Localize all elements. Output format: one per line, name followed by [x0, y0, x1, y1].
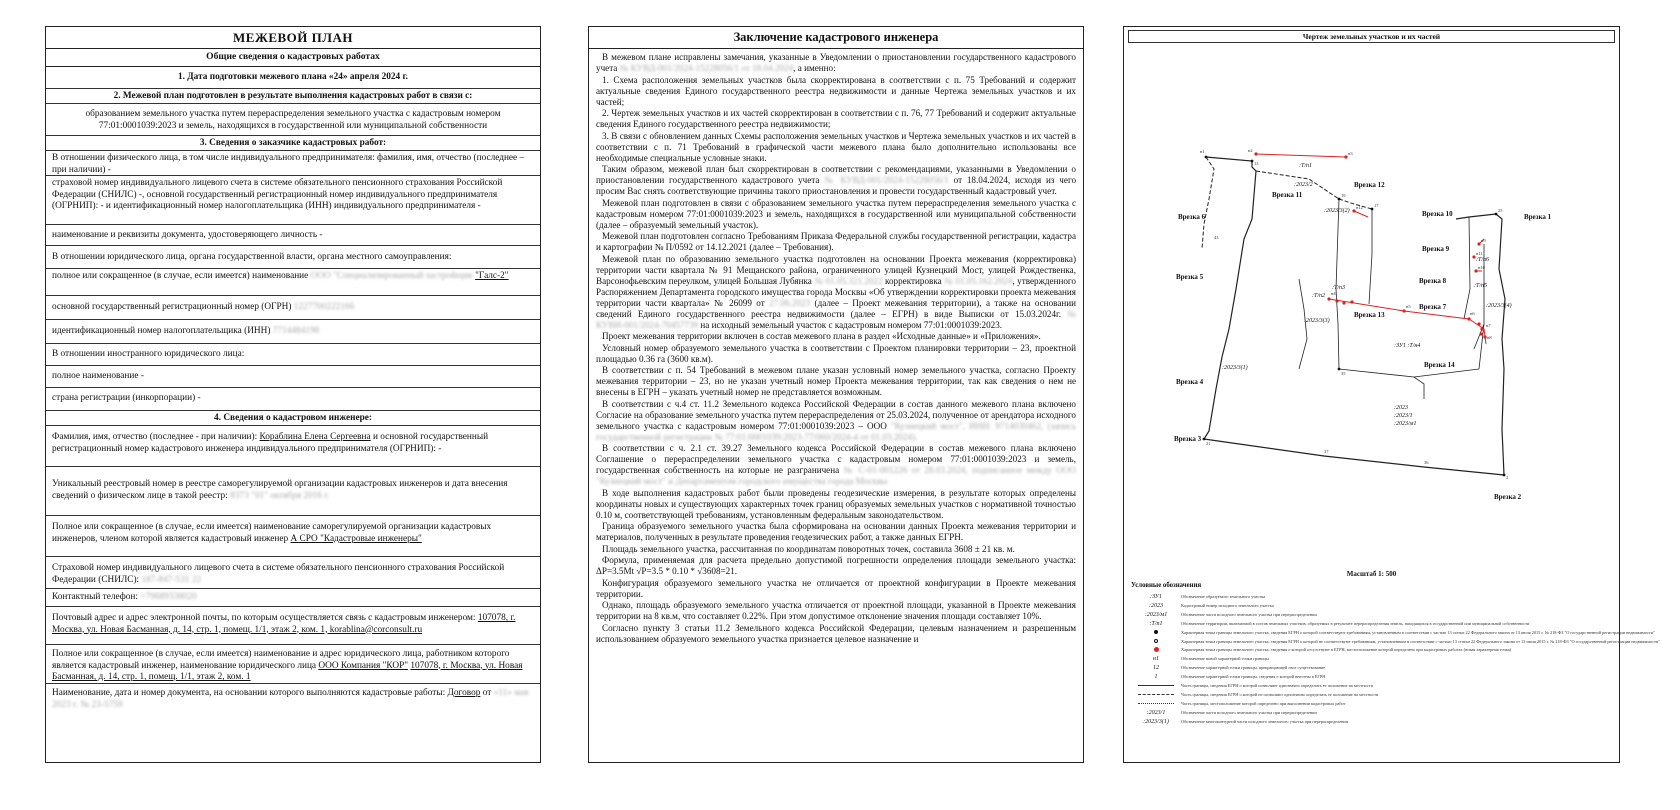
customer-legal-name: полное или сокращенное (в случае, если имеется) наименование ООО "Специализированный застройщик "Галс-2": [46, 269, 540, 296]
engineer-snils: Страховой номер индивидуального лицевого счета в системе обязательного пенсионного страхования Российской Федерации (СНИЛС): 187-847-531 22: [46, 557, 540, 589]
customer-snils: страховой номер индивидуального лицевого счета в системе обязательного пенсионного страхования Российской Федерации (СНИЛС) -, основной государственный регистрационный номер индивидуального предпринимателя (ОГРНИП): - и идентификационный номер налогоплательщика (ИНН) индивидуального предпринимателя -: [46, 176, 540, 225]
dashed-boundary: [1202, 157, 1372, 249]
point-label: 19: [1341, 193, 1346, 198]
inset-label: Врезка 12: [1354, 181, 1385, 189]
paragraph: Межевой план по образованию земельного участка подготовлен на основании Проекта межевания (корректировка) территории части квартала № 91 Мещанского района, ограниченного улицей Кузнецкий Мост, улицей Рождественка, Варсонофьевским переулком, улицей Большая Лубянка № 01.05.321.2022 корректировка № 01.05.162.2024, утвержденного Распоряжением Департамента городского имущества города Москвы «Об утверждении корректировки проекта межевания территории части квартала» № 26099 от 27.06.2023 (далее – Проект межевания территории), а также на основании сведений Единого государственного реестра недвижимости (далее – ЕГРН) в виде Выписки от 15.03.2024г. № КУВИ-001/2024-70457739 на исходный земельный участок с кадастровым номером 77:01:0001039:2023.: [596, 253, 1077, 330]
plot-label: :2023/3(3): [1304, 318, 1330, 324]
legend-row: н1 Обозначение новой характерной точки границы: [1153, 656, 1269, 663]
point-label: 2: [1506, 475, 1509, 480]
paragraph: 1. Схема расположения земельных участков была скорректирована в соответствии с п. 75 Требований и содержит актуальные сведения Единого государственного реестра недвижимости и данные Чертежа земельных участков и их частей;: [596, 74, 1076, 107]
inset-label: Врезка 4: [1176, 378, 1204, 386]
legend-row: :2023/3(1) Обозначение многоконтурной части исходного земельного участка при перераспределении: [1143, 718, 1348, 725]
legend-row: Часть границы, сведения ЕГРН о которой не позволяют однозначно определить ее положение на местности: [1131, 691, 1611, 700]
legend-title: Условные обозначения: [1131, 582, 1202, 589]
conclusion-body: [589, 49, 1083, 648]
paragraph: Межевой план подготовлен согласно Требованиям Приказа Федеральной службы государственной регистрации, кадастра и картографии № П/0592 от 14.12.2021 (далее – Требования).: [596, 231, 1076, 252]
paragraph: Граница образуемого земельного участка была сформирована на основании данных Проекта межевания территории и материалов, полученных в результате проведения геодезических работ, а также данных ЕГРН.: [596, 521, 1076, 542]
plot-label: :Т/п1: [1299, 163, 1313, 169]
inset-label: Врезка 9: [1422, 245, 1450, 253]
plot-label: :Т/п3: [1332, 285, 1346, 291]
legend-row: :2023/1 Обозначение части исходного земельного участка при перераспределении: [1146, 709, 1317, 716]
point-label: н8: [1487, 335, 1492, 340]
engineer-organization: Полное или сокращенное (в случае, если имеется) наименование и адрес юридического лица, работником которого является кадастровый инженер, наименование юридического лица ООО Компания "КОР" 107078, г. Москва, ул. Новая Басманная, д. 14, стр. 1, помещ. 1/1, этаж 2, ком. 1: [46, 645, 540, 684]
hollow-point-icon: [1154, 639, 1158, 643]
plot-label: :2023/3(1): [1222, 365, 1248, 371]
dotted-line-icon: [1138, 703, 1174, 704]
point-label: н12: [1356, 205, 1363, 210]
paragraph: В межевом плане исправлены замечания, указанные в Уведомлении о приостановлении государственного кадастрового учета № КУВД-001/2024-15228056/1 от 18.04.2024, а именно:: [596, 52, 1076, 73]
drawing-title: Чертеж земельных участков и их частей: [1128, 30, 1615, 43]
point-label: н6: [1470, 311, 1475, 316]
internal-lines: [1299, 199, 1484, 399]
point-label: 43: [1214, 235, 1219, 240]
point-label: н2: [1248, 148, 1253, 153]
point-label: 36: [1424, 460, 1429, 465]
customer-id-doc: наименование и реквизиты документа, удостоверяющего личность -: [46, 225, 540, 246]
paragraph: В соответствии с п. 54 Требований в межевом плане указан условный номер земельного участка, согласно Проекту межевания территории – 23, но не указан учетный номер Проекта межевания территории, так как сведения о нем не внесены в ЕГРН – указать учетный номер не представляется возможным.: [596, 365, 1076, 397]
legend: [1131, 593, 1661, 726]
inset-label: Врезка 3: [1174, 435, 1202, 443]
paragraph: В ходе выполнения кадастровых работ были проведены геодезические измерения, в результате которых определены координаты новых и существующих характерных точек границ образуемых земельных участков с нормативной точностью 0.10 м, соответствующей требованиям, установленным федеральным законодательством.: [596, 487, 1076, 520]
dashed-line-icon: [1138, 694, 1174, 695]
paragraph: 2. Чертеж земельных участков и их частей скорректирован в соответствии с п. 76, 77 Требований и содержит актуальные сведения Единого государственного реестра недвижимости;: [596, 108, 1076, 129]
page-title: Заключение кадастрового инженера: [589, 27, 1083, 49]
customer-inn: идентификационный номер налогоплательщика (ИНН) 7714484198: [46, 320, 540, 344]
customer-foreign-country: страна регистрации (инкорпорации) -: [46, 388, 540, 411]
inset-label: Врезка 2: [1494, 493, 1522, 501]
plot-label: :ЗУ1 :Т/н4: [1394, 343, 1421, 349]
paragraph: Согласно пункту 3 статьи 11.2 Земельного кодекса Российской Федерации, целевым назначением и разрешенным использованием образуемого земельного участка признается целевое назначение и: [596, 622, 1076, 644]
engineer-sro: Полное или сокращенное (в случае, если имеется) наименование саморегулируемой организации кадастровых инженеров, членом которой является кадастровый инженер А СРО "Кадастровые инженеры": [46, 516, 540, 557]
paragraph: Таким образом, межевой план был скорректирован в соответствии с рекомендациями, указанными в Уведомлении о приостановлении государственного кадастрового учета № КУВД-001/2024-15228056/1 от 18.04.2024, исходя из чего просим Вас снять соответствующие причины такого приостановления и провести государственный кадастровый учет.: [596, 164, 1077, 196]
legend-row: 12 Обозначение характерной точки границы, прекращающей свое существование: [1153, 665, 1326, 672]
plot-label: :Т/п6: [1476, 257, 1490, 263]
section-2-header: 2. Межевой план подготовлен в результате выполнения кадастровых работ в связи с:: [46, 89, 540, 104]
land-plot-map: [1124, 39, 1621, 549]
legend-row: 1 Обозначение характерной точки границы, сведения о которой внесены в ЕГРН: [1154, 674, 1326, 681]
customer-individual: В отношении физического лица, в том числе индивидуального предпринимателя: фамилия, имя, отчество (последнее – при наличии) -: [46, 151, 540, 176]
point-label: н5: [1406, 304, 1411, 309]
inset-label: Врезка 6: [1178, 213, 1206, 221]
black-point-icon: [1154, 630, 1158, 634]
paragraph: В соответствии с ч. 2.1 ст. 39.27 Земельного кодекса Российской Федерации в состав межевого плана включено Соглашение о перераспределении земельного участка с кадастровым номером 77:01:0001039:2023 и земель, государственная собственность на которые не разграничена № С-01-001226 от 28.03.2024, подписанное между ООО "Кузнецкий мост" и Департаментом городского имущества города Москвы: [596, 443, 1076, 486]
engineer-contract: Наименование, дата и номер документа, на основании которого выполняются кадастровые работы: Договор от «11» мая 2023 г. № 23-5759: [52, 688, 529, 710]
paragraph: В соответствии с ч.4 ст. 11.2 Земельного кодекса Российской Федерации в состав данного межевого плана включено Согласие на образование земельного участка путем перераспределения от 25.03.2024, полученное от арендатора исходного земельного участка с кадастровым номером 77:01:0001039:2023 – ООО "Кузнецкий мост", ИНН: 9714030462, (запись государственной регистрации № 77:01:0001039:2023-77/060/2024-4 от 01.03.2024).: [596, 398, 1076, 442]
plot-label: :2023: [1394, 405, 1408, 411]
inset-label: Врезка 13: [1354, 311, 1385, 319]
prep-date: 1. Дата подготовки межевого плана «24» апреля 2024 г.: [46, 67, 540, 89]
point-label: 21: [1206, 441, 1211, 446]
page-title: МЕЖЕВОЙ ПЛАН: [46, 27, 540, 49]
legend-row: Характерная точка границы земельного участка, сведения ЕГРН о которой не соответствуют требованиям, установленным в соответствии с частью 13 статьи 22 Федерального закона от 13 июля 2015 г. № 218-ФЗ "О государственной регистрации недвижимости": [1131, 637, 1611, 646]
plot-label: :Т/п2: [1312, 293, 1326, 299]
legend-row: Характерная точка границы земельного участка, сведения о которой отсутствуют в ЕГРН, местоположение которой определено при кадастровых работах (новая характерная точка): [1131, 646, 1611, 655]
point-label: 35: [1341, 371, 1346, 376]
solid-line-icon: [1138, 685, 1174, 686]
point-label: 17: [1374, 203, 1379, 208]
inset-label: Врезка 10: [1422, 210, 1453, 218]
legend-row: Часть границы, сведения ЕГРН о которой позволяют однозначно определить ее положение на местности: [1131, 682, 1611, 691]
legend-row: Характерная точка границы земельного участка, сведения ЕГРН о которой соответствуют требованиям, установленным в соответствии с частью 13 статьи 22 Федерального закона от 13 июля 2015 г. № 218-ФЗ "О государственной регистрации недвижимости": [1131, 629, 1611, 638]
legend-row: :ЗУ1 Обозначение образуемого земельного участка: [1150, 594, 1266, 601]
paragraph: Условный номер образуемого земельного участка в соответствии с Проектом планировки территории – 23, проектной площадью 0.36 га (3600 кв.м).: [596, 342, 1076, 364]
inset-label: Врезка 5: [1176, 273, 1204, 281]
plot-labels: [1222, 163, 1512, 427]
inset-label: Врезка 7: [1419, 303, 1447, 311]
boundary-plan-page: [45, 26, 541, 763]
customer-foreign-name: полное наименование -: [46, 366, 540, 388]
red-point-icon: [1154, 647, 1159, 652]
point-label: н7: [1486, 323, 1491, 328]
plot-label: :2023/3(2): [1324, 208, 1350, 214]
paragraph: Проект межевания территории включен в состав межевого плана в раздел «Исходные данные» и «Приложения».: [602, 331, 1041, 341]
legend-row: :2023 Кадастровый номер исходного земельного участка: [1149, 603, 1274, 610]
engineer-address: Почтовый адрес и адрес электронной почты, по которым осуществляется связь с кадастровым инженером: 107078, г. Москва, ул. Новая Басманная, д. 14, стр. 1, помещ. 1/1, этаж 2, ком. 1, korablina@corconsult.ru: [46, 607, 540, 645]
legend-row: :2023/м1 Обозначение части исходного земельного участка при перераспределении: [1144, 611, 1317, 618]
inset-label: Врезка 8: [1419, 277, 1447, 285]
point-label: н9: [1481, 238, 1486, 243]
section-3-header: 3. Сведения о заказчике кадастровых работ:: [46, 136, 540, 151]
customer-ogrn: основной государственный регистрационный номер (ОГРН) 1227700222166: [46, 296, 540, 320]
inset-label: Врезка 1: [1524, 213, 1552, 221]
section-subtitle: Общие сведения о кадастровых работах: [46, 49, 540, 67]
map-scale: Масштаб 1: 500: [1346, 570, 1397, 578]
engineer-registry: Уникальный реестровый номер в реестре саморегулируемой организации кадастровых инженеров и дата внесения сведений о физическом лице в такой реестр: 8373 "01" октября 2016 г.: [46, 467, 540, 516]
point-label: н11: [1476, 251, 1483, 256]
paragraph: Однако, площадь образуемого земельного участка отличается от проектной площади, указанной в Проекте межевания территории на 8 кв.м, что составляет 0.22%. При этом допустимое отклонение значения площади составляет 10%.: [596, 600, 1076, 621]
customer-legal: В отношении юридического лица, органа государственной власти, органа местного самоуправления:: [46, 246, 540, 269]
plot-label: :Т/п5: [1474, 283, 1488, 289]
paragraph: Межевой план подготовлен в связи с образованием земельного участка путем перераспределения земельного участка с кадастровым номером 77:01:0001039:2023 и земель, находящихся в государственной или муниципальной собственности (далее – образуемый земельный участок).: [596, 197, 1076, 230]
inset-label: Врезка 11: [1272, 191, 1303, 199]
paragraph: Формула, применяемая для расчета предельно допустимой погрешности определения площади земельного участка: ΔР=3.5Мt √Р=3.5 * 0.10 * √3608=21.: [596, 555, 1076, 576]
point-label: 25: [1498, 208, 1503, 213]
paragraph: Конфигурация образуемого земельного участка не отличается от проектной конфигурации в Проекте межевания территории.: [596, 577, 1076, 599]
point-label: н4: [1331, 291, 1336, 296]
point-label: н10: [1478, 265, 1485, 270]
plot-label: :2023/1: [1394, 413, 1413, 419]
section-4-header: 4. Сведения о кадастровом инженере:: [46, 411, 540, 426]
inset-labels: [1174, 181, 1552, 501]
plot-label: :2023/3(4): [1486, 303, 1512, 309]
section-2-text: образованием земельного участка путем перераспределения земельного участка с кадастровым номером 77:01:0001039:2023 и земель, находящихся в государственной или муниципальной собственности: [46, 104, 540, 136]
inset-label: Врезка 14: [1424, 361, 1455, 369]
land-plot-drawing-page: [1123, 26, 1661, 763]
legend-row: :Т/п1 Обозначение территории, включаемой в состав земельных участков, образуемых в результате перераспределения земель, находящихся в государственной или муниципальной собственности: [1149, 620, 1530, 627]
engineer-name: Фамилия, имя, отчество (последнее - при наличии): Кораблина Елена Сергеевна и основной государственный регистрационный номер кадастрового инженера индивидуального предпринимателя (ОГРНИП): -: [46, 426, 540, 467]
paragraph: Площадь земельного участка, рассчитанная по координатам поворотных точек, составила 3608 ± 21 кв. м.: [602, 543, 1015, 554]
paragraph: 3. В связи с обновлением данных Схемы расположения земельных участков и Чертежа земельных участков и их частей в соответствии с п. 71 Требований в графической части межевого плана было дополнительно использованы все необходимые специальные условные знаки.: [596, 130, 1076, 163]
customer-foreign: В отношении иностранного юридического лица:: [46, 344, 540, 366]
plot-label: :2023/м1: [1394, 421, 1417, 427]
engineer-phone: Контактный телефон: +79689338020: [46, 589, 540, 607]
point-label: н3: [1348, 151, 1353, 156]
point-label: н1: [1200, 149, 1205, 154]
point-label: 13: [1254, 161, 1259, 166]
point-label: 37: [1324, 449, 1329, 454]
legend-row: Часть границы, местоположение которой определено при выполнении кадастровых работ: [1131, 700, 1611, 709]
plot-label: :2023/2: [1294, 182, 1313, 188]
engineer-conclusion-page: [588, 26, 1084, 763]
